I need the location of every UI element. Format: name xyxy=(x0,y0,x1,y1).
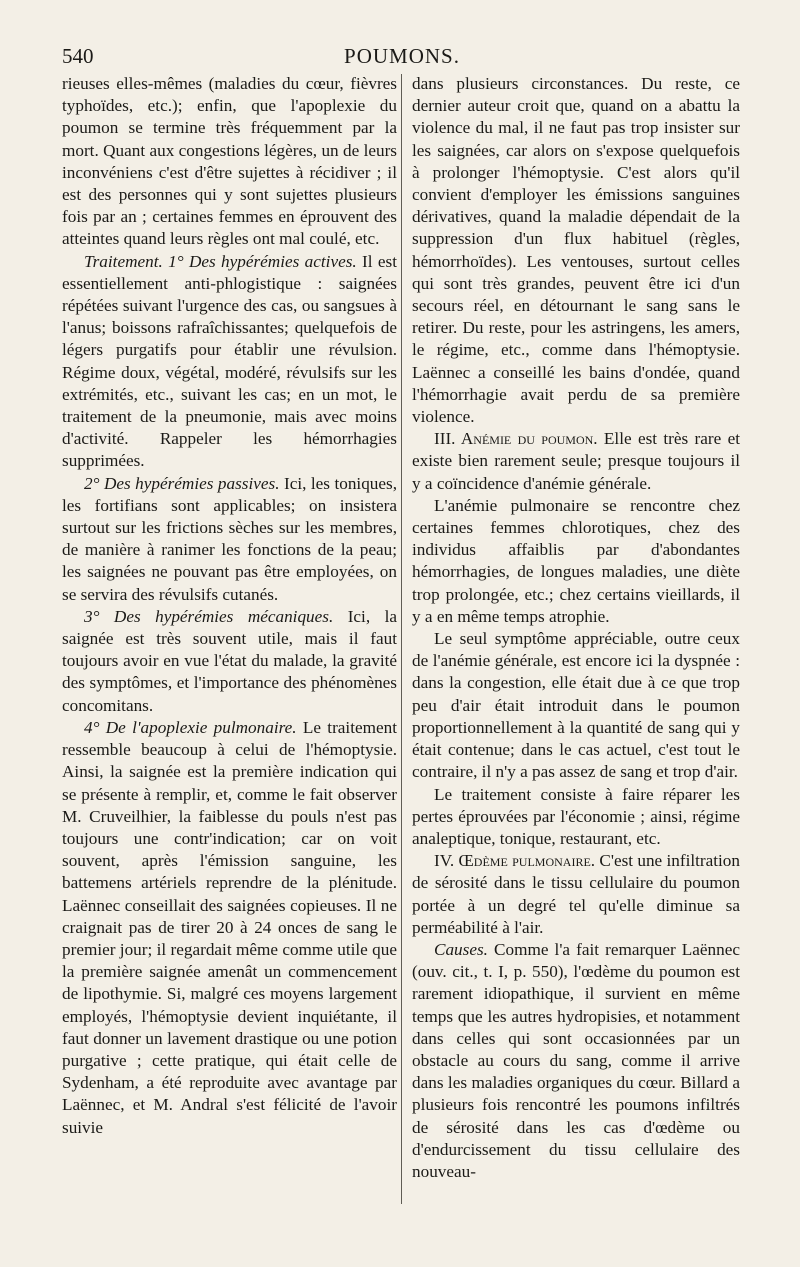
heading-apoplexy: 4° De l'apoplexie pulmonaire. xyxy=(84,717,297,737)
section-heading-anemia: III. Anémie du poumon. xyxy=(434,429,598,449)
paragraph-anemia-treatment: Le traitement consiste à faire réparer les pertes éprouvées par l'économie ; ainsi, régime analeptique, tonique, restaurant, etc. xyxy=(412,784,740,848)
running-header xyxy=(62,44,742,74)
paragraph-passive xyxy=(62,473,397,606)
heading-passive: 2° Des hypérémies passives. xyxy=(84,473,280,493)
paragraph-body: Elle est très rare et existe bien rarement seule; presque toujours il y a coïncidence d'anémie générale. xyxy=(412,429,740,493)
heading-mechanical: 3° Des hypérémies mécaniques. xyxy=(84,606,334,626)
paragraph-body: Comme l'a fait remarquer Laënnec (ouv. cit., t. I, p. 550), l'œdème du poumon est rarement idiopathique, il survient en même temps que les autres hydropisies, et notamment dans celles qui sont occasionnées par un obstacle au cours du sang, comme il arrive dans les maladies organiques du cœur. Billard a plusieurs fois rencontré les poumons infiltrés de sérosité dans les cas d'œdème ou d'endurcissement du tissu cellulaire des nouveau- xyxy=(412,939,740,1181)
paragraph-continued: dans plusieurs circonstances. Du reste, ce dernier auteur croit que, quand on a abattu la violence du mal, il ne faut pas trop insister sur les saignées, car alors on s'expose quelquefois à prolonger l'hémoptysie. C'est alors qu'il convient d'employer les émissions sanguines dérivatives, quand la maladie dépendait de la suppression d'un flux habituel (règles, hémorrhoïdes). Les ventouses, surtout celles qui sont très grandes, peuvent être ici d'un secours réel, en détournant le sang sans le retirer. Du reste, pour les astringens, les amers, le régime, etc., comme dans l'hémoptysie. Laënnec a conseillé les bains d'ondée, quand l'hémorrhagie avait perdu de sa première violence. xyxy=(412,74,740,427)
paragraph-body: Le traitement ressemble beaucoup à celui de l'hémoptysie. Ainsi, la saignée est la première indication qui se présente à remplir, et, comme le fait observer M. Cruveilhier, la faiblesse du pouls n'est pas toujours une contr'indication; car on voit souvent, après l'émission sanguine, les battemens artériels reprendre de la plénitude. Laënnec conseillait des saignées copieuses. Il ne craignait pas de tirer 20 à 24 onces de sang le premier jour; il regardait même comme utile que la première saignée amenât un commencement de lipothymie. Si, malgré ces moyens largement employés, l'hémoptysie devient inquiétante, il faut donner un lavement drastique ou une potion purgative ; cette pratique, qui était celle de Sydenham, a été reproduite avec avantage par Laënnec, et M. Andral s'est félicité de l'avoir suivie xyxy=(62,717,397,1137)
paragraph-body: Ici, les toniques, les fortifians sont applicables; on insistera surtout sur les frictions sèches sur les membres, de manière à ranimer les fonctions de la peau; les saignées ne pouvant pas être employées, on se servira des révulsifs cutanés. xyxy=(62,473,398,604)
paragraph-continued: rieuses elles-mêmes (maladies du cœur, fièvres typhoïdes, etc.); enfin, que l'apoplexie du poumon se termine très fréquemment par la mort. Quant aux congestions légères, un de leurs inconvéniens c'est d'être sujettes à récidiver ; il est des personnes qui y sont sujettes plusieurs fois par an ; certaines femmes en éprouvent des atteintes quand leurs règles ont mal coulé, etc. xyxy=(62,74,397,249)
running-title: POUMONS. xyxy=(344,44,460,68)
paragraph-oedema xyxy=(412,850,740,939)
left-column xyxy=(62,73,397,1139)
paragraph-body: C'est une infiltration de sérosité dans le tissu cellulaire du poumon portée à un degré tel qu'elle diminue sa perméabilité à l'air. xyxy=(412,851,740,937)
paragraph-causes xyxy=(412,939,740,1183)
heading-treatment-active: Traitement. 1° Des hypérémies actives. xyxy=(84,251,357,271)
paragraph-body: Ici, la saignée est très souvent utile, mais il faut toujours avoir en vue l'état du malade, la gravité des symptômes, et l'importance des phénomènes concomitans. xyxy=(62,606,397,715)
section-heading-oedema: IV. Œdème pulmonaire. xyxy=(434,851,596,871)
column-divider xyxy=(401,74,402,1204)
paragraph-apoplexy xyxy=(62,717,397,1139)
paragraph-anemia xyxy=(412,428,740,495)
heading-causes: Causes. xyxy=(434,939,488,959)
right-column xyxy=(412,73,740,1183)
paragraph-anemia-symptom: Le seul symptôme appréciable, outre ceux de l'anémie générale, est encore ici la dyspnée : dans la congestion, elle était due à ce que trop peu d'air était introduit dans le poumon proportionnellement à la quantité de sang qui y était contenue; dans le cas actuel, c'est tout le contraire, il n'y a pas assez de sang et trop d'air. xyxy=(412,629,740,782)
paragraph-body: Il est essentiellement anti-phlogistique : saignées répétées suivant l'urgence des cas, ou sangsues à l'anus; boissons rafraîchissantes; quelquefois de légers purgatifs pour établir une révulsion. Régime doux, végétal, modéré, révulsifs sur les extrémités, etc., suivant les cas; en un mot, le traitement de la pneumonie, mais avec moins d'activité. Rappeler les hémorrhagies supprimées. xyxy=(62,251,397,471)
paragraph-mechanical xyxy=(62,606,397,717)
paragraph-anemia-cases: L'anémie pulmonaire se rencontre chez certaines femmes chlorotiques, chez des individus affaiblis par d'abondantes hémorrhagies, de longues maladies, une diète trop prolongée, etc.; chez certains vieillards, il y a en même temps atrophie. xyxy=(412,495,740,626)
page-number: 540 xyxy=(62,44,94,68)
paragraph-treatment-active xyxy=(62,251,397,473)
